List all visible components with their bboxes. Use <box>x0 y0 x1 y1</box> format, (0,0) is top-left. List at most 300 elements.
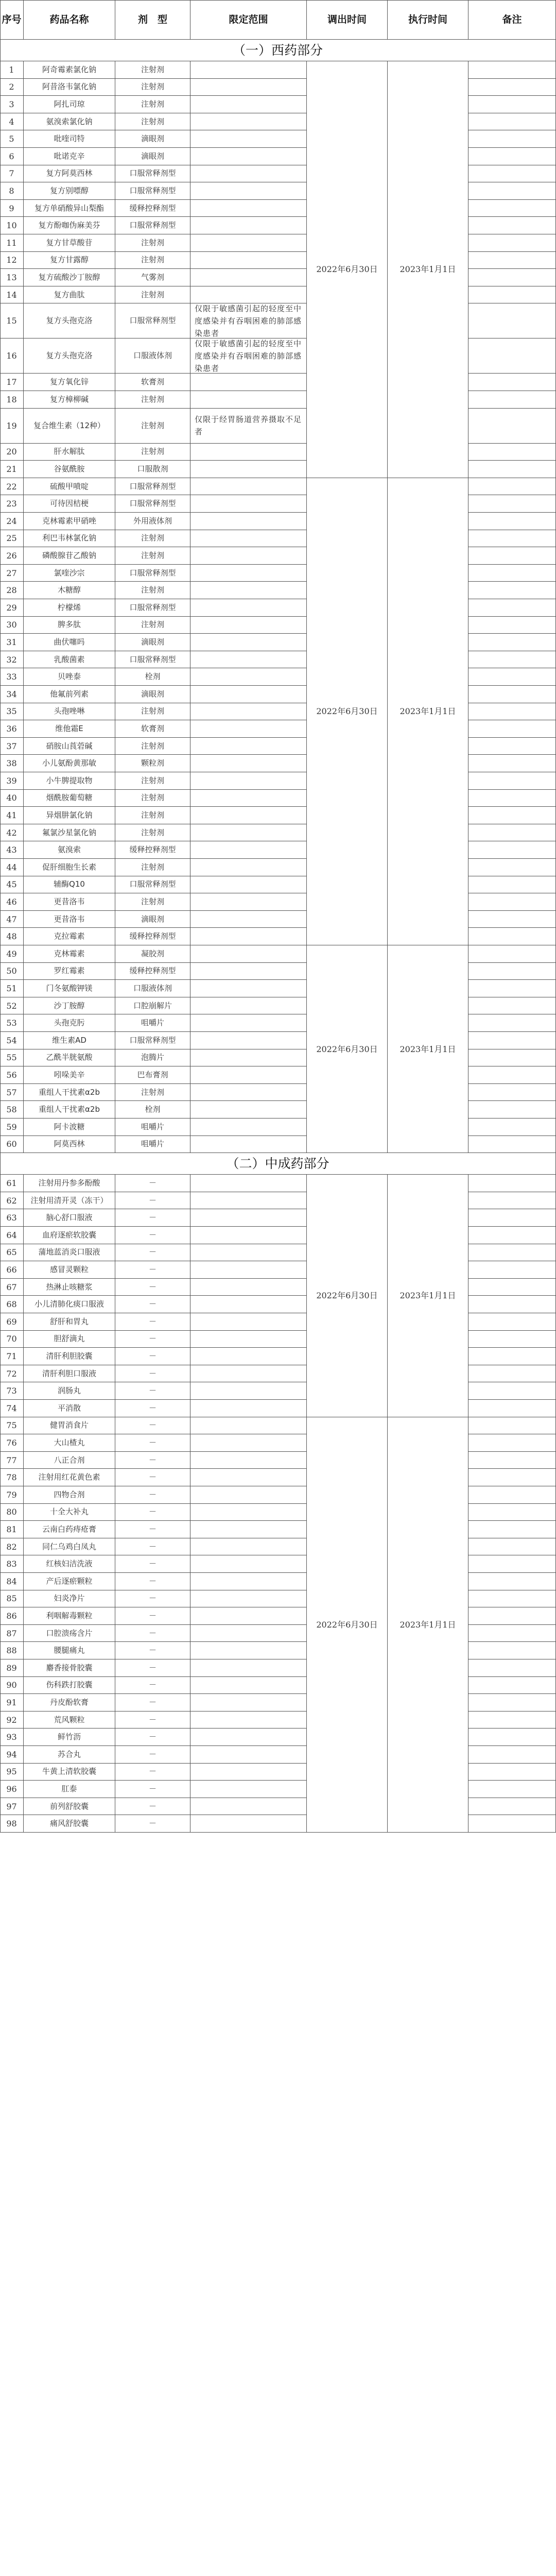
drug-name: 阿昔洛韦氯化钠 <box>24 79 115 96</box>
drug-name: 硝胺山莨菪碱 <box>24 738 115 755</box>
row-number: 20 <box>0 444 24 461</box>
header-0: 序号 <box>0 0 24 40</box>
remark <box>468 1014 556 1032</box>
header-4: 调出时间 <box>307 0 388 40</box>
dosage-form: － <box>115 1590 190 1608</box>
limit-scope <box>190 928 307 945</box>
row-number: 26 <box>0 547 24 565</box>
limit-scope <box>190 738 307 755</box>
drug-name: 曲伏噻吗 <box>24 634 115 651</box>
dosage-form: － <box>115 1434 190 1452</box>
row-number: 36 <box>0 720 24 738</box>
remark <box>468 338 556 374</box>
remark <box>468 547 556 565</box>
drug-name: 伤科跌打胶囊 <box>24 1677 115 1694</box>
remark <box>468 461 556 478</box>
row-number: 76 <box>0 1434 24 1452</box>
row-number: 23 <box>0 495 24 513</box>
row-number: 90 <box>0 1677 24 1694</box>
row-number: 1 <box>0 61 24 79</box>
remark <box>468 807 556 824</box>
dosage-form: 注射剂 <box>115 530 190 548</box>
limit-scope <box>190 1331 307 1348</box>
remark <box>468 1118 556 1136</box>
dosage-form: 颗粒剂 <box>115 755 190 772</box>
remark <box>468 911 556 928</box>
limit-scope <box>190 1607 307 1625</box>
limit-scope <box>190 391 307 409</box>
remark <box>468 703 556 721</box>
limit-scope <box>190 461 307 478</box>
dosage-form: 注射剂 <box>115 391 190 409</box>
dosage-form: － <box>115 1175 190 1192</box>
limit-scope <box>190 651 307 669</box>
remark <box>468 96 556 113</box>
drug-name: 阿奇霉素氯化钠 <box>24 61 115 79</box>
limit-scope <box>190 824 307 842</box>
dosage-form: － <box>115 1365 190 1383</box>
remark <box>468 391 556 409</box>
limit-scope <box>190 269 307 286</box>
row-number: 2 <box>0 79 24 96</box>
row-number: 10 <box>0 217 24 234</box>
dosage-form: － <box>115 1711 190 1729</box>
row-number: 96 <box>0 1781 24 1798</box>
row-number: 19 <box>0 409 24 444</box>
limit-scope <box>190 617 307 634</box>
limit-scope <box>190 859 307 876</box>
limit-scope <box>190 79 307 96</box>
limit-scope <box>190 1694 307 1711</box>
dosage-form: － <box>115 1677 190 1694</box>
dosage-form: 软膏剂 <box>115 374 190 391</box>
row-number: 58 <box>0 1101 24 1118</box>
row-number: 59 <box>0 1118 24 1136</box>
row-number: 64 <box>0 1227 24 1244</box>
remark <box>468 565 556 582</box>
drug-name: 清肝利胆口服液 <box>24 1365 115 1383</box>
row-number: 45 <box>0 876 24 894</box>
drug-name: 健胃消食片 <box>24 1417 115 1435</box>
row-number: 29 <box>0 599 24 617</box>
limit-scope <box>190 1313 307 1331</box>
dosage-form: 口服常释剂型 <box>115 876 190 894</box>
drug-name: 氯喹沙宗 <box>24 565 115 582</box>
dosage-form: 注射剂 <box>115 703 190 721</box>
dosage-form: 注射剂 <box>115 617 190 634</box>
row-number: 97 <box>0 1798 24 1816</box>
row-number: 41 <box>0 807 24 824</box>
dosage-form: － <box>115 1417 190 1435</box>
remark <box>468 790 556 807</box>
remark <box>468 582 556 599</box>
remark <box>468 1677 556 1694</box>
limit-scope <box>190 513 307 530</box>
row-number: 35 <box>0 703 24 721</box>
drug-name: 阿卡波糖 <box>24 1118 115 1136</box>
drug-name: 吡喹司特 <box>24 130 115 148</box>
remark <box>468 1032 556 1049</box>
dosage-form: － <box>115 1798 190 1816</box>
limit-scope <box>190 1728 307 1746</box>
effective-date: 2023年1月1日 <box>388 1175 468 1417</box>
dosage-form: 缓释控释剂型 <box>115 928 190 945</box>
limit-scope <box>190 1261 307 1279</box>
remark <box>468 1101 556 1118</box>
row-number: 71 <box>0 1348 24 1365</box>
drug-name: 平消散 <box>24 1400 115 1417</box>
drug-name: 复方氧化锌 <box>24 374 115 391</box>
dosage-form: 注射剂 <box>115 79 190 96</box>
row-number: 18 <box>0 391 24 409</box>
dosage-form: 滴眼剂 <box>115 911 190 928</box>
limit-scope <box>190 963 307 980</box>
limit-scope <box>190 790 307 807</box>
row-number: 47 <box>0 911 24 928</box>
dosage-form: － <box>115 1504 190 1521</box>
remark <box>468 841 556 859</box>
limit-scope <box>190 911 307 928</box>
limit-scope <box>190 1348 307 1365</box>
row-number: 87 <box>0 1625 24 1642</box>
drug-name: 克林霉素甲硝唑 <box>24 513 115 530</box>
header-1: 药品名称 <box>24 0 115 40</box>
remark <box>468 1798 556 1816</box>
drug-name: 小儿清肺化痰口服液 <box>24 1296 115 1313</box>
limit-scope <box>190 1400 307 1417</box>
drug-name: 谷氨酰胺 <box>24 461 115 478</box>
dosage-form: 注射剂 <box>115 824 190 842</box>
row-number: 69 <box>0 1313 24 1331</box>
remark <box>468 634 556 651</box>
remark <box>468 1469 556 1486</box>
row-number: 48 <box>0 928 24 945</box>
limit-scope <box>190 1118 307 1136</box>
limit-scope <box>190 495 307 513</box>
effective-date: 2023年1月1日 <box>388 945 468 1153</box>
drug-name: 他氟前列素 <box>24 686 115 703</box>
dosage-form: 注射剂 <box>115 61 190 79</box>
remark <box>468 200 556 217</box>
row-number: 32 <box>0 651 24 669</box>
drug-name: 更昔洛韦 <box>24 911 115 928</box>
limit-scope <box>190 703 307 721</box>
row-number: 22 <box>0 478 24 496</box>
removal-date: 2022年6月30日 <box>307 61 388 478</box>
dosage-form: － <box>115 1192 190 1210</box>
limit-scope <box>190 1101 307 1118</box>
dosage-form: 口服常释剂型 <box>115 565 190 582</box>
limit-scope <box>190 1555 307 1573</box>
dosage-form: 注射剂 <box>115 772 190 790</box>
removal-date: 2022年6月30日 <box>307 478 388 945</box>
remark <box>468 1136 556 1154</box>
row-number: 5 <box>0 130 24 148</box>
remark <box>468 1084 556 1101</box>
dosage-form: － <box>115 1694 190 1711</box>
drug-name: 乙酰半胱氨酸 <box>24 1049 115 1067</box>
effective-date: 2023年1月1日 <box>388 1417 468 1833</box>
drug-name: 阿莫西林 <box>24 1136 115 1154</box>
limit-scope <box>190 1365 307 1383</box>
row-number: 65 <box>0 1244 24 1262</box>
limit-scope <box>190 1711 307 1729</box>
drug-name: 吡诺克辛 <box>24 148 115 165</box>
drug-name: 肛泰 <box>24 1781 115 1798</box>
dosage-form: － <box>115 1521 190 1538</box>
remark <box>468 1607 556 1625</box>
effective-date: 2023年1月1日 <box>388 61 468 478</box>
drug-name: 荒风颗粒 <box>24 1711 115 1729</box>
drug-name: 罗红霉素 <box>24 963 115 980</box>
row-number: 85 <box>0 1590 24 1608</box>
remark <box>468 876 556 894</box>
drug-name: 清肝利胆胶囊 <box>24 1348 115 1365</box>
limit-scope <box>190 200 307 217</box>
remark <box>468 755 556 772</box>
row-number: 88 <box>0 1642 24 1659</box>
dosage-form: 咀嚼片 <box>115 1118 190 1136</box>
limit-scope <box>190 165 307 183</box>
limit-scope <box>190 1538 307 1556</box>
drug-name: 复方头孢克洛 <box>24 303 115 338</box>
dosage-form: 泡腾片 <box>115 1049 190 1067</box>
row-number: 7 <box>0 165 24 183</box>
drug-name: 氨溴索氯化钠 <box>24 113 115 131</box>
remark <box>468 1279 556 1296</box>
drug-name: 十全大补丸 <box>24 1504 115 1521</box>
drug-name: 小儿氨酚黄那敏 <box>24 755 115 772</box>
drug-name: 维他霜E <box>24 720 115 738</box>
row-number: 75 <box>0 1417 24 1435</box>
drug-name: 红核妇洁洗液 <box>24 1555 115 1573</box>
drug-name: 可待因桔梗 <box>24 495 115 513</box>
drug-name: 重组人干扰素α2b <box>24 1101 115 1118</box>
drug-name: 痛风舒胶囊 <box>24 1815 115 1833</box>
remark <box>468 79 556 96</box>
remark <box>468 1711 556 1729</box>
dosage-form: － <box>115 1486 190 1504</box>
limit-scope <box>190 1279 307 1296</box>
remark <box>468 182 556 200</box>
header-2: 剂 型 <box>115 0 190 40</box>
row-number: 83 <box>0 1555 24 1573</box>
remark <box>468 1625 556 1642</box>
limit-scope <box>190 1136 307 1154</box>
dosage-form: － <box>115 1642 190 1659</box>
drug-name: 四物合剂 <box>24 1486 115 1504</box>
limit-scope <box>190 876 307 894</box>
drug-name: 注射用红花黄色素 <box>24 1469 115 1486</box>
limit-scope <box>190 1781 307 1798</box>
row-number: 6 <box>0 148 24 165</box>
limit-scope <box>190 1798 307 1816</box>
row-number: 94 <box>0 1746 24 1764</box>
dosage-form: 栓剂 <box>115 668 190 686</box>
row-number: 61 <box>0 1175 24 1192</box>
dosage-form: 口腔崩解片 <box>115 997 190 1015</box>
drug-name: 腰腿痛丸 <box>24 1642 115 1659</box>
dosage-form: 滴眼剂 <box>115 634 190 651</box>
dosage-form: 注射剂 <box>115 807 190 824</box>
limit-scope <box>190 96 307 113</box>
row-number: 55 <box>0 1049 24 1067</box>
row-number: 46 <box>0 893 24 911</box>
drug-name: 脾多肽 <box>24 617 115 634</box>
drug-name: 鲜竹沥 <box>24 1728 115 1746</box>
row-number: 39 <box>0 772 24 790</box>
limit-scope <box>190 565 307 582</box>
row-number: 95 <box>0 1764 24 1781</box>
drug-name: 妇炎净片 <box>24 1590 115 1608</box>
limit-scope <box>190 772 307 790</box>
remark <box>468 1504 556 1521</box>
drug-name: 烟酰胺葡萄糖 <box>24 790 115 807</box>
remark <box>468 738 556 755</box>
dosage-form: － <box>115 1469 190 1486</box>
limit-scope <box>190 1452 307 1469</box>
drug-name: 重组人干扰素α2b <box>24 1084 115 1101</box>
dosage-form: － <box>115 1746 190 1764</box>
row-number: 70 <box>0 1331 24 1348</box>
row-number: 34 <box>0 686 24 703</box>
dosage-form: 口服常释剂型 <box>115 303 190 338</box>
drug-name: 异烟肼氯化钠 <box>24 807 115 824</box>
dosage-form: 咀嚼片 <box>115 1014 190 1032</box>
dosage-form: 咀嚼片 <box>115 1136 190 1154</box>
row-number: 89 <box>0 1659 24 1677</box>
drug-name: 复方曲肽 <box>24 286 115 304</box>
row-number: 50 <box>0 963 24 980</box>
limit-scope <box>190 945 307 963</box>
dosage-form: 口服常释剂型 <box>115 165 190 183</box>
limit-scope <box>190 1521 307 1538</box>
remark <box>468 1781 556 1798</box>
drug-name: 感冒灵颗粒 <box>24 1261 115 1279</box>
row-number: 51 <box>0 980 24 997</box>
row-number: 52 <box>0 997 24 1015</box>
limit-scope <box>190 1677 307 1694</box>
limit-scope <box>190 1504 307 1521</box>
dosage-form: － <box>115 1538 190 1556</box>
row-number: 33 <box>0 668 24 686</box>
dosage-form: 缓释控释剂型 <box>115 200 190 217</box>
row-number: 98 <box>0 1815 24 1833</box>
drug-name: 云南白药痔疮膏 <box>24 1521 115 1538</box>
drug-name: 贝唑泰 <box>24 668 115 686</box>
remark <box>468 1642 556 1659</box>
remark <box>468 1521 556 1538</box>
drug-name: 辅酶Q10 <box>24 876 115 894</box>
row-number: 92 <box>0 1711 24 1729</box>
row-number: 91 <box>0 1694 24 1711</box>
dosage-form: － <box>115 1728 190 1746</box>
limit-scope <box>190 1625 307 1642</box>
dosage-form: 口服常释剂型 <box>115 1032 190 1049</box>
remark <box>468 303 556 338</box>
dosage-form: － <box>115 1209 190 1227</box>
limit-scope <box>190 1296 307 1313</box>
limit-scope <box>190 1815 307 1833</box>
row-number: 30 <box>0 617 24 634</box>
dosage-form: 口服液体剂 <box>115 980 190 997</box>
remark <box>468 1746 556 1764</box>
remark <box>468 61 556 79</box>
dosage-form: － <box>115 1659 190 1677</box>
drug-name: 克林霉素 <box>24 945 115 963</box>
drug-name: 复方硫酸沙丁胺醇 <box>24 269 115 286</box>
limit-scope <box>190 1084 307 1101</box>
remark <box>468 1296 556 1313</box>
row-number: 4 <box>0 113 24 131</box>
drug-name: 氨溴索 <box>24 841 115 859</box>
limit-scope <box>190 530 307 548</box>
remark <box>468 1192 556 1210</box>
limit-scope <box>190 1469 307 1486</box>
drug-name: 沙丁胺醇 <box>24 997 115 1015</box>
limit-scope <box>190 1192 307 1210</box>
remark <box>468 165 556 183</box>
dosage-form: 注射剂 <box>115 790 190 807</box>
limit-scope <box>190 686 307 703</box>
row-number: 37 <box>0 738 24 755</box>
row-number: 54 <box>0 1032 24 1049</box>
remark <box>468 1590 556 1608</box>
row-number: 62 <box>0 1192 24 1210</box>
dosage-form: 凝胶剂 <box>115 945 190 963</box>
limit-scope <box>190 1486 307 1504</box>
remark <box>468 617 556 634</box>
remark <box>468 980 556 997</box>
section-title: （一）西药部分 <box>0 40 556 61</box>
drug-name: 热淋止咳糖浆 <box>24 1279 115 1296</box>
remark <box>468 1434 556 1452</box>
limit-scope <box>190 1642 307 1659</box>
drug-name: 麝香接骨胶囊 <box>24 1659 115 1677</box>
remark <box>468 1227 556 1244</box>
drug-name: 丹皮酚软膏 <box>24 1694 115 1711</box>
row-number: 63 <box>0 1209 24 1227</box>
remark <box>468 286 556 304</box>
drug-name: 维生素AD <box>24 1032 115 1049</box>
limit-scope <box>190 1764 307 1781</box>
drug-name: 注射用清开灵（冻干） <box>24 1192 115 1210</box>
row-number: 24 <box>0 513 24 530</box>
remark <box>468 1659 556 1677</box>
remark <box>468 945 556 963</box>
remark <box>468 530 556 548</box>
dosage-form: 注射剂 <box>115 859 190 876</box>
dosage-form: － <box>115 1625 190 1642</box>
remark <box>468 1261 556 1279</box>
limit-scope <box>190 148 307 165</box>
row-number: 93 <box>0 1728 24 1746</box>
remark <box>468 269 556 286</box>
limit-scope <box>190 1066 307 1084</box>
dosage-form: 滴眼剂 <box>115 686 190 703</box>
limit-scope <box>190 634 307 651</box>
limit-scope <box>190 217 307 234</box>
drug-name: 肝水解肽 <box>24 444 115 461</box>
limit-scope: 仅限于敏感菌引起的轻度至中度感染并有吞咽困难的肺部感染患者 <box>190 303 307 338</box>
dosage-form: － <box>115 1296 190 1313</box>
limit-scope <box>190 1573 307 1590</box>
drug-name: 复方酚咖伪麻美芬 <box>24 217 115 234</box>
drug-name: 硫酸甲喷啶 <box>24 478 115 496</box>
remark <box>468 893 556 911</box>
drug-name: 利咽解毒颗粒 <box>24 1607 115 1625</box>
drug-name: 小牛脾提取物 <box>24 772 115 790</box>
